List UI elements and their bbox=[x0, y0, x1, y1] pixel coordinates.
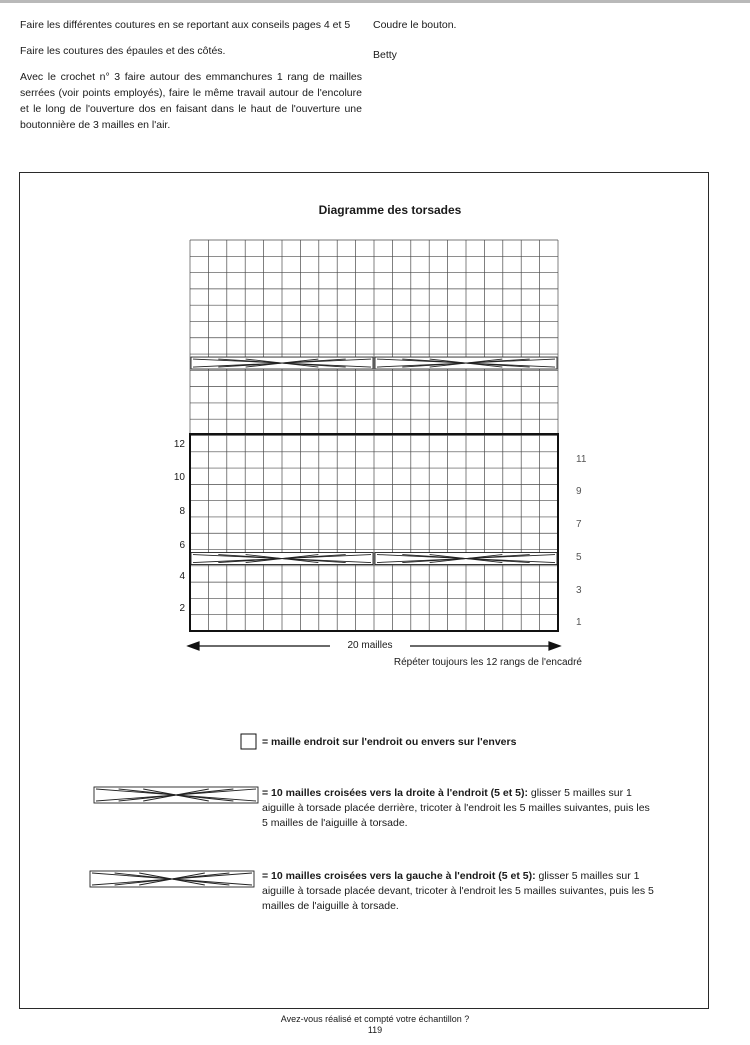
cross-left-symbol bbox=[90, 871, 254, 887]
row-label-8: 8 bbox=[179, 506, 185, 517]
legend-cross-left-title: = 10 mailles croisées vers la gauche à l'endroit (5 et 5): bbox=[262, 870, 536, 882]
signature: Betty bbox=[373, 49, 397, 61]
instruction-crochet: Avec le crochet n° 3 faire autour des emmanchures 1 rang de mailles serrées (voir points employés), faire le même travail autour de l'encolure et le long de l'ouverture dos en faisant dans le haut de l'ouverture une boutonnière de 3 mailles en l'air. bbox=[20, 71, 362, 131]
repeat-note: Répéter toujours les 12 rangs de l'encadré bbox=[393, 657, 582, 668]
legend-knit bbox=[262, 735, 516, 750]
row-label-6: 6 bbox=[179, 540, 185, 551]
row-label-9: 9 bbox=[576, 486, 582, 497]
cable-upper-right bbox=[191, 357, 373, 369]
row-label-1: 1 bbox=[576, 617, 582, 628]
row-label-10: 10 bbox=[173, 472, 185, 483]
cable-lower-left bbox=[375, 553, 557, 565]
row-label-4: 4 bbox=[179, 571, 185, 582]
instruction-button: Coudre le bouton. bbox=[373, 19, 457, 31]
width-label: 20 mailles bbox=[330, 640, 410, 651]
cable-upper-left bbox=[375, 357, 557, 369]
knit-stitch-symbol bbox=[241, 734, 256, 749]
row-label-5: 5 bbox=[576, 552, 582, 563]
cable-lower-right bbox=[191, 553, 373, 565]
legend-cross-right-title: = 10 mailles croisées vers la droite à l'endroit (5 et 5): bbox=[262, 787, 528, 799]
row-label-11: 11 bbox=[576, 454, 587, 465]
row-label-3: 3 bbox=[576, 585, 582, 596]
legend-cross-right-text: glisser 5 mailles sur 1 aiguille à torsade placée derrière, tricoter à l'endroit les 5 mailles suivantes, puis les 5 mailles de l'aiguille à torsade. bbox=[262, 787, 650, 829]
instruction-shoulders: Faire les coutures des épaules et des côtés. bbox=[20, 45, 226, 57]
row-label-2: 2 bbox=[179, 603, 185, 614]
page-footer bbox=[0, 1014, 750, 1036]
legend-cross-left-text: glisser 5 mailles sur 1 aiguille à torsade placée devant, tricoter à l'endroit les 5 mailles suivantes, puis les 5 mailles de l'aiguille à torsade. bbox=[262, 870, 654, 912]
legend-cross-left bbox=[262, 869, 658, 914]
row-label-12: 12 bbox=[173, 439, 185, 450]
page-number: 119 bbox=[367, 1025, 383, 1035]
row-label-7: 7 bbox=[576, 519, 582, 530]
chart-grid bbox=[190, 240, 558, 631]
instruction-seams: Faire les différentes coutures en se reportant aux conseils pages 4 et 5 bbox=[20, 19, 351, 31]
diagram-title: Diagramme des torsades bbox=[318, 203, 462, 217]
footer-question: Avez-vous réalisé et compté votre échantillon ? bbox=[280, 1014, 470, 1024]
legend-knit-text: = maille endroit sur l'endroit ou envers sur l'envers bbox=[262, 736, 517, 748]
cross-right-symbol bbox=[94, 787, 258, 803]
legend-cross-right bbox=[262, 786, 658, 831]
